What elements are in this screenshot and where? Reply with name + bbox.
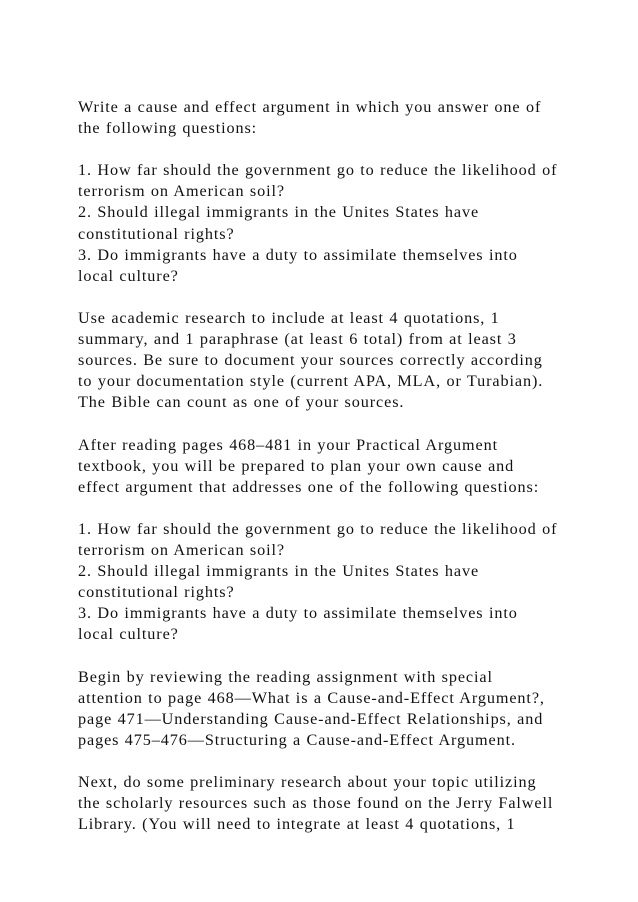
paragraph-reading [78, 435, 618, 498]
text-line: 3. Do immigrants have a duty to assimilate themselves into [78, 245, 518, 264]
text-line: Use academic research to include at least 4 quotations, 1 [78, 308, 500, 327]
text-line: Write a cause and effect argument in which you answer one of [78, 98, 542, 116]
text-line: terrorism on American soil? [78, 182, 285, 201]
text-line: Next, do some preliminary research about your topic utilizing [78, 773, 537, 791]
text-line: Library. (You will need to integrate at least 4 quotations, 1 [78, 815, 516, 834]
paragraph-next-steps [78, 772, 618, 835]
text-line: constitutional rights? [78, 224, 235, 243]
text-line: 2. Should illegal immigrants in the Unites States have [78, 203, 480, 222]
text-line: 1. How far should the government go to reduce the likelihood of [78, 519, 558, 538]
text-line: attention to page 468—What is a Cause-and-Effect Argument?, [78, 688, 545, 707]
text-line: effect argument that addresses one of the following questions: [78, 477, 540, 496]
text-line: summary, and 1 paraphrase (at least 6 total) from at least 3 [78, 330, 517, 349]
paragraph-questions-repeat [78, 519, 618, 646]
text-line: After reading pages 468–481 in your Practical Argument [78, 435, 498, 454]
text-line: local culture? [78, 266, 179, 285]
text-line: the following questions: [78, 119, 258, 138]
text-line: page 471—Understanding Cause-and-Effect Relationships, and [78, 709, 544, 728]
paragraph-questions [78, 160, 618, 287]
text-line: 1. How far should the government go to reduce the likelihood of [78, 161, 558, 180]
text-line: 3. Do immigrants have a duty to assimilate themselves into [78, 604, 518, 623]
text-line: local culture? [78, 625, 179, 644]
text-line: The Bible can count as one of your sources. [78, 393, 405, 412]
text-line: the scholarly resources such as those found on the Jerry Falwell [78, 794, 554, 813]
text-line: 2. Should illegal immigrants in the Unites States have [78, 562, 480, 581]
text-line: Begin by reviewing the reading assignment with special [78, 667, 493, 686]
text-line: constitutional rights? [78, 583, 235, 602]
text-line: to your documentation style (current APA, MLA, or Turabian). [78, 372, 544, 391]
paragraph-research [78, 308, 618, 413]
text-line: sources. Be sure to document your sources correctly according [78, 351, 543, 370]
paragraph-intro [78, 97, 618, 139]
text-line: pages 475–476—Structuring a Cause-and-Effect Argument. [78, 730, 516, 749]
text-line: terrorism on American soil? [78, 540, 285, 559]
document-body [78, 97, 618, 856]
text-line: textbook, you will be prepared to plan your own cause and [78, 456, 515, 475]
paragraph-review [78, 667, 618, 751]
